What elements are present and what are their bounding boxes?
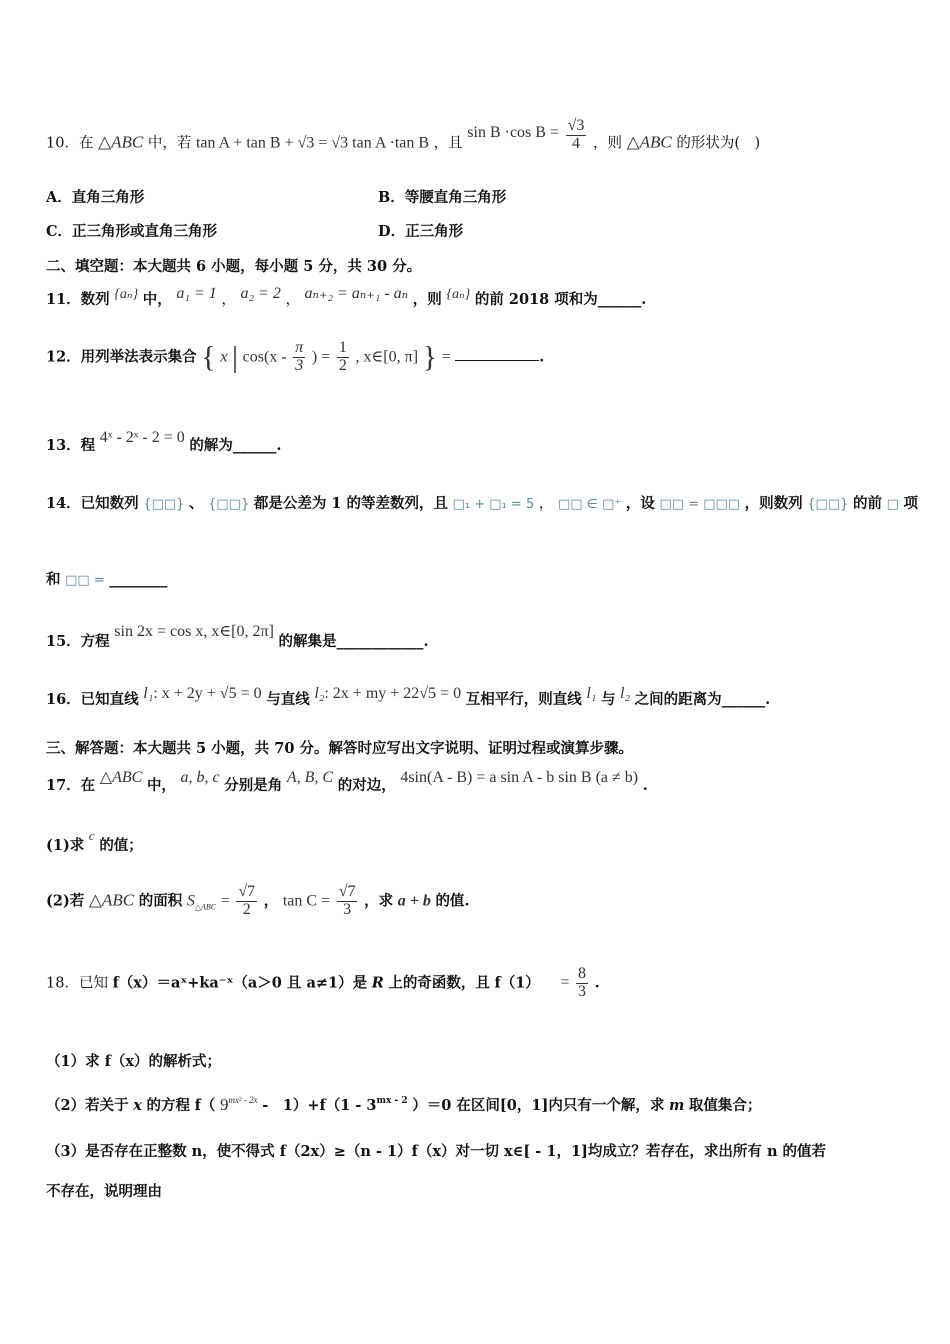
q12-pi-denominator: 3 <box>295 356 304 374</box>
q18-part2-exponent-2: mx - 2 <box>376 1096 408 1106</box>
question-13 <box>46 429 282 455</box>
q13-equation: 4ˣ - 2ˣ - 2 = 0 <box>99 429 185 446</box>
q18-part2-x: x <box>133 1097 142 1114</box>
q18-part2-suffix: 取值集合； <box>688 1097 762 1114</box>
q14-sep: 、 <box>189 495 204 512</box>
q16-number: 16．已知直线 <box>46 691 139 708</box>
q18-R: R <box>371 974 384 992</box>
q17-angles: A, B, C <box>286 769 334 786</box>
q10-text-4: 的形状为( ) <box>676 135 761 152</box>
q18-text-1: 上的奇函数，且 <box>388 974 490 992</box>
q13-number: 13．程 <box>46 437 96 454</box>
q11-text-2: ，则 <box>412 291 442 308</box>
q10-option-a: A．直角三角形 <box>46 189 145 206</box>
q11-number: 11．数列 <box>46 291 110 308</box>
q18-part-2 <box>46 1094 761 1115</box>
q14-text-1: 都是公差为 1 的等差数列，且 <box>253 495 449 512</box>
q16-text-1: 与直线 <box>266 691 310 708</box>
q17-triangle: △ABC <box>99 769 143 786</box>
q14-expr-1: □₁ + □₁ = 5 <box>452 497 535 512</box>
q14-seq-3: {□□} <box>807 497 849 512</box>
question-10 <box>46 117 761 161</box>
q10-option-b: B．等腰直角三角形 <box>378 189 507 206</box>
q10-frac-numerator: √3 <box>567 117 585 134</box>
q10-number: 10．在 <box>46 135 94 152</box>
q10-text-2: ，且 <box>433 135 463 152</box>
q16-l1: l₁ <box>143 685 154 702</box>
q17-part2-tanC: tan C = <box>282 892 331 910</box>
q18-part-3-line-2: 不存在，说明理由 <box>46 1183 162 1200</box>
q10-triangle: △ABC <box>98 132 144 152</box>
q17-sides: a, b, c <box>180 769 220 786</box>
q14-expr-4: □ <box>886 497 899 512</box>
q14-text-2: ，设 <box>625 495 655 512</box>
q13-tail: 的解为______. <box>189 437 282 454</box>
q10-text-1: 中，若 <box>147 135 192 152</box>
q17-text-3: 的对边， <box>337 777 396 794</box>
q18-part2-m: m <box>668 1097 685 1114</box>
q17-part2-tan-fraction <box>337 884 358 919</box>
q16-text-3: 与 <box>600 691 616 708</box>
q18-frac-denominator: 3 <box>578 982 587 1000</box>
q18-part2-base: 9 <box>219 1095 229 1114</box>
q17-part1-suffix: 的值； <box>99 837 143 854</box>
q10-option-c: C．正三角形或直角三角形 <box>46 223 218 240</box>
q17-part2-ask: ，求 <box>364 892 394 910</box>
q18-part2-f: f（ <box>194 1097 216 1114</box>
q17-area-numerator: √7 <box>238 883 256 900</box>
q14-answer-blank: ________ <box>109 571 168 588</box>
q18-period: . <box>594 974 600 992</box>
q17-tan-denominator: 3 <box>343 900 352 918</box>
question-14 <box>46 492 918 513</box>
q17-part1-prefix: (1)求 <box>46 837 85 854</box>
q17-equation: 4sin(A - B) = a sin A - b sin B (a ≠ b) <box>400 769 639 786</box>
q12-pi-numerator: π <box>295 339 304 356</box>
q17-text-1: 中， <box>146 777 176 794</box>
q17-period: . <box>642 777 648 794</box>
q11-sequence: {aₙ} <box>114 287 139 302</box>
q10-fraction <box>566 118 587 153</box>
q14-comma: ， <box>538 496 554 512</box>
q17-part-2 <box>46 884 470 919</box>
q18-number: 18．已知 <box>46 975 108 992</box>
section-3-heading: 三、解答题：本大题共 5 小题，共 70 分。解答时应写出文字说明、证明过程或演算步骤。 <box>46 740 633 757</box>
q10-text-3: ，则 <box>592 135 622 152</box>
q17-tan-numerator: √7 <box>338 883 356 900</box>
q11-text-3: 的前 2018 项和为______. <box>474 291 647 308</box>
q11-a1: a₁ = 1 <box>176 285 217 302</box>
q11-comma-1: ， <box>221 292 236 308</box>
q14-expr-2: □□ ∈ □⁺ <box>557 497 622 512</box>
q15-number: 15．方程 <box>46 633 110 650</box>
q12-half-numerator: 1 <box>338 339 347 356</box>
q14-seq-2: {□□} <box>208 497 250 512</box>
q12-number: 12．用列举法表示集合 <box>46 348 197 366</box>
q17-part2-area-text: 的面积 <box>138 892 183 910</box>
q12-equals: = <box>441 348 451 366</box>
q10-option-d: D．正三角形 <box>378 223 464 240</box>
q12-set-var: x <box>220 348 228 366</box>
q10-condition-2: sin B ·cos B = <box>467 124 559 142</box>
q10-frac-denominator: 4 <box>571 134 580 152</box>
q18-part2-interval: ）＝0 在区间[0，1]内只有一个解，求 <box>412 1097 665 1114</box>
q17-part2-S: S <box>186 892 195 910</box>
q17-part2-eq: = <box>220 892 230 910</box>
q14-expr-5: □□ = <box>65 573 105 588</box>
q12-pi-fraction <box>293 340 305 375</box>
q17-part2-area-fraction <box>236 884 257 919</box>
q12-answer-blank <box>455 348 539 361</box>
q18-frac-numerator: 8 <box>578 965 587 982</box>
q16-l2: l₂ <box>314 685 325 702</box>
q12-half-denominator: 2 <box>338 356 347 374</box>
q17-part-1 <box>46 828 143 855</box>
q14-seq-1: {□□} <box>143 497 185 512</box>
q18-part2-mid: - 1）+f（1 - 3 <box>262 1097 377 1114</box>
q17-number: 17．在 <box>46 777 96 794</box>
q17-part2-suffix: 的值. <box>435 892 470 910</box>
q14-expr-3: □□ = □□□ <box>659 497 741 512</box>
q12-set-cos: cos(x - <box>242 348 287 366</box>
q16-l1-ref: l₁ <box>586 685 597 702</box>
q14-text-3: ，则数列 <box>744 495 803 512</box>
q12-period: . <box>539 348 545 366</box>
q15-tail: 的解集是____________. <box>278 633 429 650</box>
question-11 <box>46 285 647 309</box>
q18-part-1: （1）求 f（x）的解析式； <box>46 1053 222 1070</box>
q11-recurrence: aₙ₊₂ = aₙ₊₁ - aₙ <box>304 285 409 302</box>
q18-part2-exponent: mx² - 2x <box>228 1095 258 1105</box>
q18-part2-prefix: （2）若关于 <box>46 1097 129 1114</box>
question-16 <box>46 685 771 709</box>
q18-function: f（x）＝aˣ+ka⁻ˣ（a＞0 且 a≠1）是 <box>112 974 368 992</box>
q18-eq: = <box>560 974 570 992</box>
q17-text-2: 分别是角 <box>224 777 283 794</box>
q16-text-2: 互相平行，则直线 <box>465 691 582 708</box>
q17-part2-prefix: (2)若 <box>46 892 85 910</box>
q14-text-4: 的前 <box>852 495 882 512</box>
q17-part1-c: c <box>88 828 95 843</box>
q18-part-3: （3）是否存在正整数 n，使不得式 f（2x）≥（n - 1）f（x）对一切 x∈[ - 1，1]均成立？若存在，求出所有 n 的值若 <box>46 1143 827 1160</box>
q17-part2-triangle: △ABC <box>88 890 135 910</box>
q16-l1-equation: : x + 2y + √5 = 0 <box>153 685 262 702</box>
q11-comma-2: ， <box>285 292 300 308</box>
section-2-heading: 二、填空题：本大题共 6 小题，每小题 5 分，共 30 分。 <box>46 258 422 275</box>
q16-l2-ref: l₂ <box>620 685 631 702</box>
q11-text-1: 中， <box>142 291 172 308</box>
question-14-line-2 <box>46 568 167 589</box>
q17-area-denominator: 2 <box>242 900 251 918</box>
q10-condition-1: tan A + tan B + √3 = √3 tan A ·tan B <box>195 134 430 152</box>
q17-part2-comma: ， <box>263 892 279 910</box>
q14-line2-text: 和 <box>46 571 61 588</box>
q11-sequence-2: {aₙ} <box>446 287 471 302</box>
q12-set-domain: , x∈[0, π] <box>355 348 419 366</box>
q12-half-fraction <box>337 340 349 375</box>
q16-l2-equation: : 2x + my + 22√5 = 0 <box>324 685 462 702</box>
q12-set-eq: ) = <box>311 348 331 366</box>
q16-text-4: 之间的距离为______. <box>634 691 771 708</box>
q15-equation: sin 2x = cos x, x∈[0, 2π] <box>114 623 274 640</box>
q17-part2-apb: a + b <box>397 892 431 910</box>
q10-triangle-2: △ABC <box>626 132 672 152</box>
question-18 <box>46 966 600 1001</box>
q11-a2: a₂ = 2 <box>240 285 281 302</box>
q14-text-5: 项 <box>903 495 918 512</box>
question-15 <box>46 623 429 651</box>
question-17 <box>46 769 648 795</box>
q18-f1: f（1） <box>494 974 540 992</box>
question-12: 12．用列举法表示集合 { x | cos(x - $\frac{\pi}{3}$ ) = $\frac{1}{2}$ , x∈[0, π] } = . <box>46 339 545 374</box>
q18-fraction <box>576 966 588 1001</box>
q17-part2-S-sub: △ABC <box>194 902 217 912</box>
q18-part2-text: 的方程 <box>146 1097 190 1114</box>
q14-number: 14．已知数列 <box>46 495 139 512</box>
